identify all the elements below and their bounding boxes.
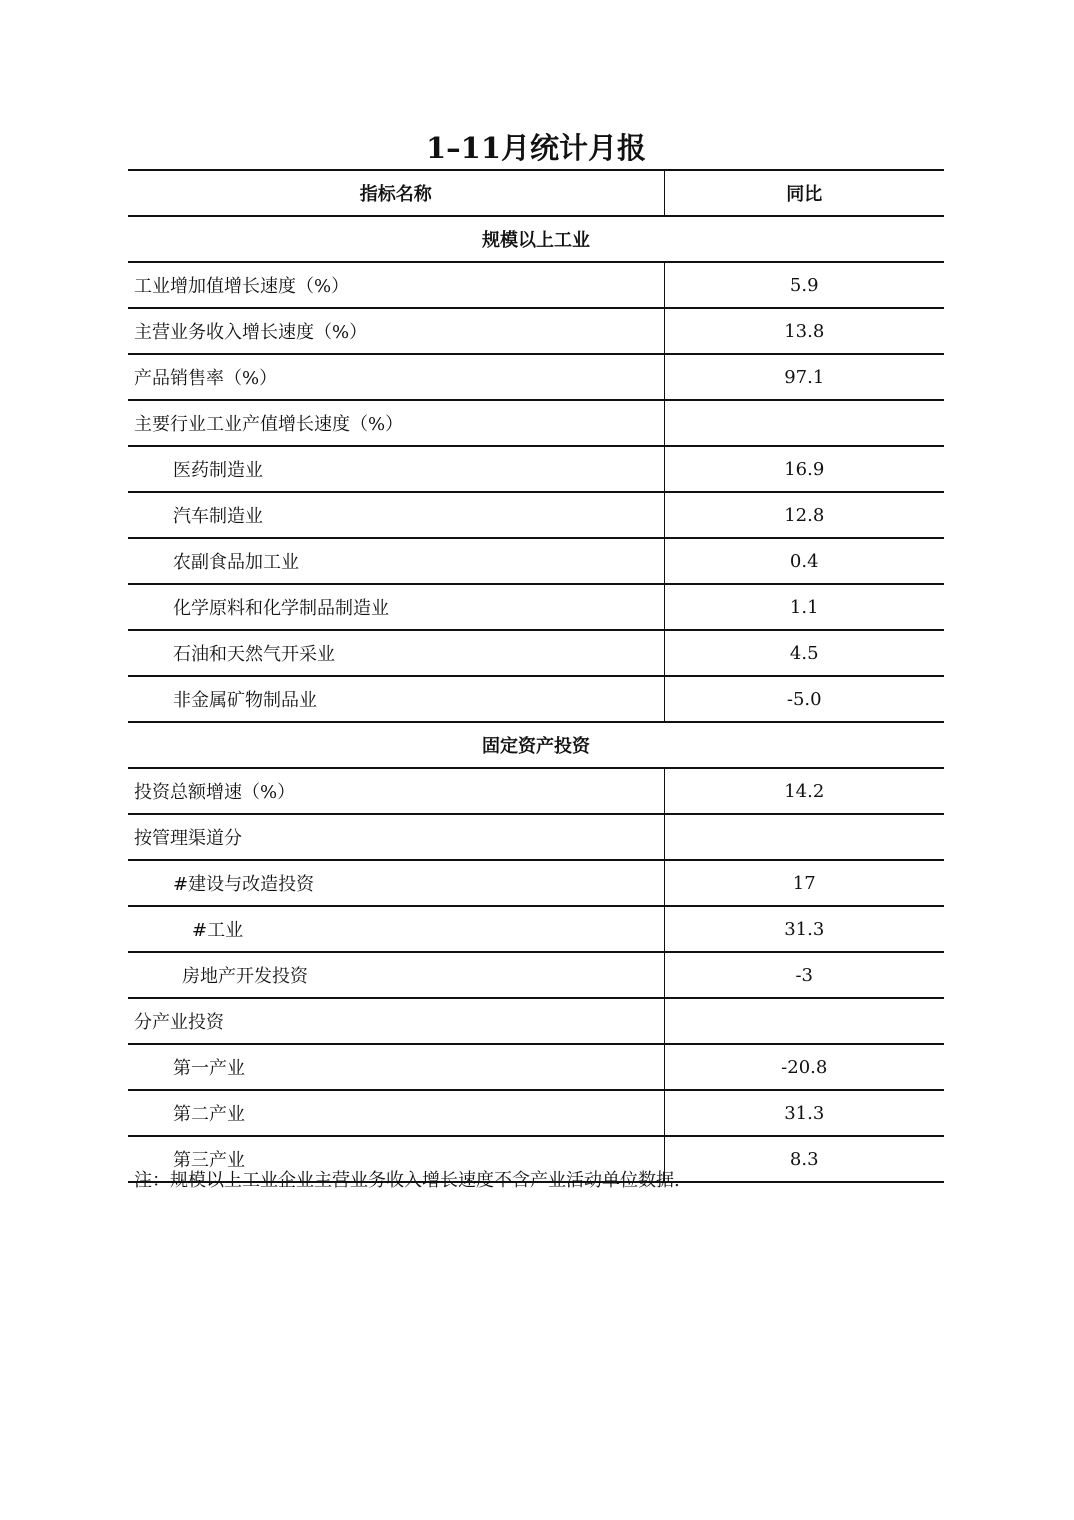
table-row — [128, 308, 944, 354]
indicator-name: 化学原料和化学制品制造业 — [128, 584, 664, 630]
yoy-value: -20.8 — [664, 1044, 944, 1090]
yoy-value: 17 — [664, 860, 944, 906]
table-row — [128, 952, 944, 998]
indicator-name: 非金属矿物制品业 — [128, 676, 664, 722]
yoy-value — [664, 400, 944, 446]
page-title: 1–11月统计月报 — [425, 131, 647, 165]
table-row — [128, 630, 944, 676]
yoy-value — [664, 998, 944, 1044]
table-row — [128, 814, 944, 860]
report-table — [128, 169, 944, 1183]
yoy-value: 97.1 — [664, 354, 944, 400]
table-row — [128, 676, 944, 722]
indicator-name: #工业 — [128, 906, 664, 952]
yoy-value: 1.1 — [664, 584, 944, 630]
table-row — [128, 492, 944, 538]
table-row — [128, 262, 944, 308]
table-row — [128, 998, 944, 1044]
section-title: 规模以上工业 — [128, 216, 944, 262]
indicator-name: 工业增加值增长速度（%） — [128, 262, 664, 308]
footnote: 注：规模以上工业企业主营业务收入增长速度不含产业活动单位数据. — [134, 1170, 680, 1191]
indicator-name: 第二产业 — [128, 1090, 664, 1136]
yoy-value: 31.3 — [664, 1090, 944, 1136]
yoy-value — [664, 814, 944, 860]
table-body — [128, 216, 944, 1182]
indicator-name: 主营业务收入增长速度（%） — [128, 308, 664, 354]
indicator-name: 投资总额增速（%） — [128, 768, 664, 814]
yoy-value: 5.9 — [664, 262, 944, 308]
header-value-col: 同比 — [664, 170, 944, 216]
table-row — [128, 584, 944, 630]
yoy-value: 13.8 — [664, 308, 944, 354]
indicator-name: 第一产业 — [128, 1044, 664, 1090]
yoy-value: 16.9 — [664, 446, 944, 492]
table-row — [128, 538, 944, 584]
yoy-value: -3 — [664, 952, 944, 998]
section-row — [128, 216, 944, 262]
indicator-name: 产品销售率（%） — [128, 354, 664, 400]
table-row — [128, 1090, 944, 1136]
indicator-name: 按管理渠道分 — [128, 814, 664, 860]
table-row — [128, 860, 944, 906]
indicator-name: 主要行业工业产值增长速度（%） — [128, 400, 664, 446]
indicator-name: 汽车制造业 — [128, 492, 664, 538]
indicator-name: 第三产业 — [128, 1136, 664, 1182]
yoy-value: -5.0 — [664, 676, 944, 722]
yoy-value: 14.2 — [664, 768, 944, 814]
section-row — [128, 722, 944, 768]
yoy-value: 0.4 — [664, 538, 944, 584]
yoy-value: 12.8 — [664, 492, 944, 538]
header-name-col: 指标名称 — [128, 170, 664, 216]
indicator-name: 石油和天然气开采业 — [128, 630, 664, 676]
indicator-name: 房地产开发投资 — [128, 952, 664, 998]
indicator-name: #建设与改造投资 — [128, 860, 664, 906]
indicator-name: 农副食品加工业 — [128, 538, 664, 584]
yoy-value: 4.5 — [664, 630, 944, 676]
yoy-value: 31.3 — [664, 906, 944, 952]
section-title: 固定资产投资 — [128, 722, 944, 768]
table-row — [128, 906, 944, 952]
table-row — [128, 768, 944, 814]
indicator-name: 医药制造业 — [128, 446, 664, 492]
indicator-name: 分产业投资 — [128, 998, 664, 1044]
table-row — [128, 1044, 944, 1090]
table-row — [128, 400, 944, 446]
yoy-value: 8.3 — [664, 1136, 944, 1182]
table-row — [128, 446, 944, 492]
table-header-row — [128, 170, 944, 216]
table-row — [128, 354, 944, 400]
